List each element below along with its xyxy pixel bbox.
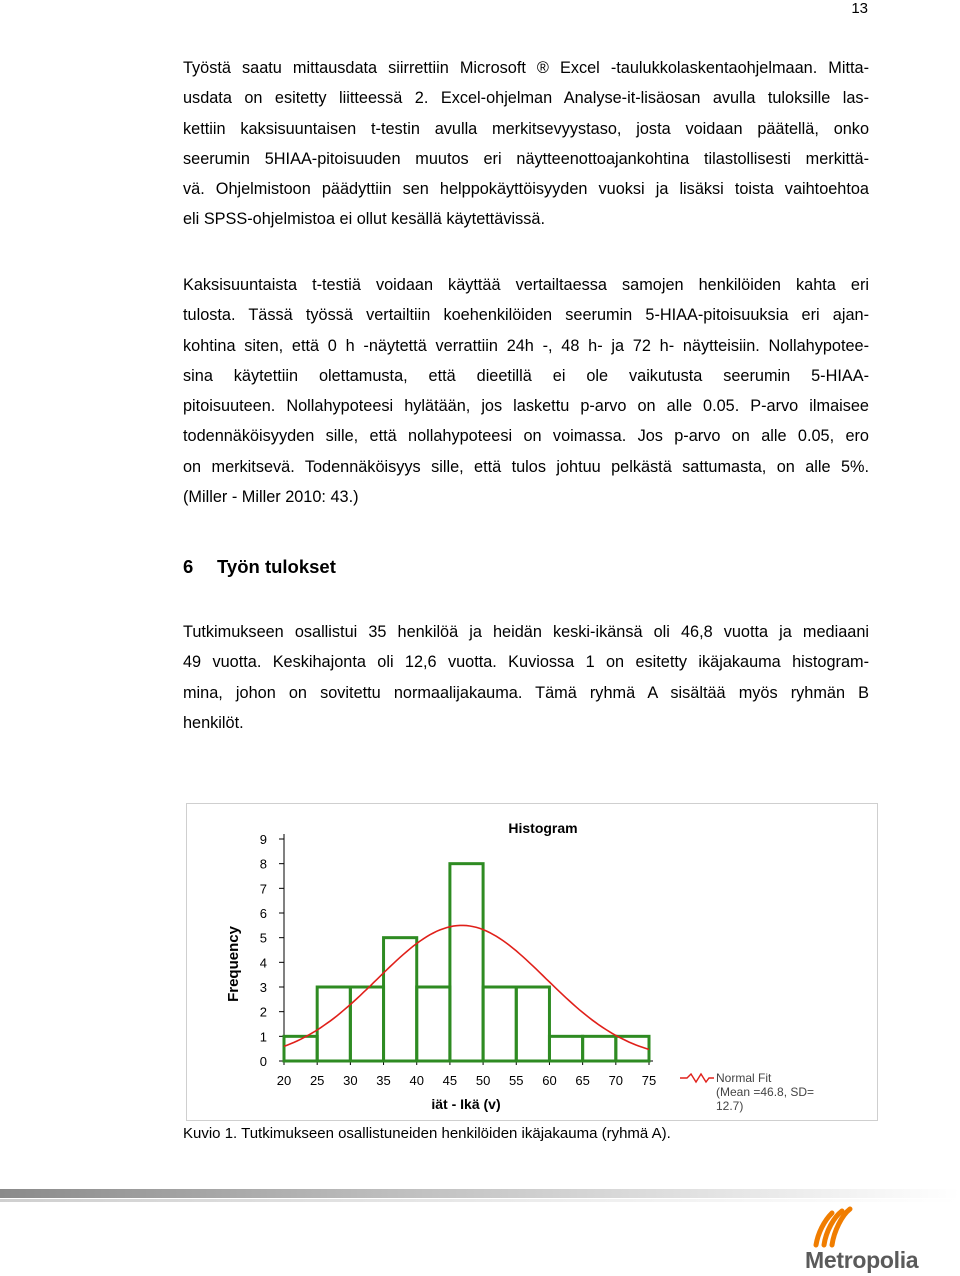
histogram-bar xyxy=(516,987,549,1061)
x-tick-label: 30 xyxy=(343,1073,358,1088)
text-line: usdata on esitetty liitteessä 2. Excel-ohjelman Analyse-it-lisäosan avulla tuloksille las- xyxy=(183,89,869,108)
histogram-bar xyxy=(549,1036,582,1061)
x-tick-label: 35 xyxy=(376,1073,391,1088)
text-line: pitoisuuteen. Nollahypoteesi hylätään, jos laskettu p-arvo on alle 0.05. P-arvo ilmaisee xyxy=(183,397,869,416)
text-line: eli SPSS-ohjelmistoa ei ollut kesällä käytettävissä. xyxy=(183,210,545,229)
histogram-bar xyxy=(483,987,516,1061)
y-tick-label: 6 xyxy=(259,906,267,921)
text-line: todennäköisyyden sille, että nollahypoteesi on voimassa. Jos p-arvo on alle 0.05, ero xyxy=(183,427,869,446)
figure-caption: Kuvio 1. Tutkimukseen osallistuneiden henkilöiden ikäjakauma (ryhmä A). xyxy=(183,1125,671,1142)
legend-swatch xyxy=(680,1074,714,1082)
text-line: Kaksisuuntaista t-testiä voidaan käyttää vertailtaessa samojen henkilöiden kahta eri xyxy=(183,276,869,294)
y-tick-label: 1 xyxy=(259,1029,267,1045)
y-tick-label: 7 xyxy=(259,881,267,897)
section-title: Työn tulokset xyxy=(217,556,336,577)
text-line: kohtina siten, että 0 h -näytettä verrattiin 24h -, 48 h- ja 72 h- näytteisiin. Nollahypotee- xyxy=(183,336,869,355)
x-tick-label: 55 xyxy=(509,1073,524,1088)
histogram-bar xyxy=(350,987,383,1061)
histogram-bar xyxy=(450,864,483,1061)
y-tick-label: 8 xyxy=(259,856,267,872)
x-tick-label: 75 xyxy=(641,1073,657,1088)
text-line: Työstä saatu mittausdata siirrettiin Microsoft ® Excel -taulukkolaskentaohjelmaan. Mitta- xyxy=(183,59,869,77)
histogram-bar xyxy=(384,938,417,1061)
text-line: 49 vuotta. Keskihajonta oli 12,6 vuotta. Kuviossa 1 on esitetty ikäjakauma histogram- xyxy=(183,653,869,672)
paragraph-results xyxy=(183,617,869,738)
histogram-bar xyxy=(317,987,350,1061)
x-tick-label: 20 xyxy=(276,1073,292,1088)
paragraph-method xyxy=(183,53,869,235)
legend-text: (Mean =46.8, SD= xyxy=(716,1085,815,1099)
y-tick-label: 3 xyxy=(259,980,267,995)
legend-text: 12.7) xyxy=(716,1099,744,1113)
y-tick-label: 9 xyxy=(259,832,267,847)
histogram-bar xyxy=(583,1036,616,1061)
text-line: tulosta. Tässä työssä vertailtiin koehenkilöiden seerumin 5-HIAA-pitoisuuksia eri ajan- xyxy=(183,306,869,325)
text-line: vä. Ohjelmistoon päädyttiin sen helppokäyttöisyyden vuoksi ja lisäksi toista vaihtoehtoa xyxy=(183,180,869,199)
x-axis-label: iät - Ikä (v) xyxy=(431,1096,501,1112)
x-tick-label: 60 xyxy=(542,1073,557,1088)
logo-text: Metropolia xyxy=(805,1247,919,1273)
x-tick-label: 40 xyxy=(409,1073,424,1088)
text-line: mina, johon on sovitettu normaalijakauma. Tämä ryhmä A sisältää myös ryhmän B xyxy=(183,683,869,702)
y-tick-label: 2 xyxy=(259,1004,267,1020)
paragraph-t-test xyxy=(183,270,869,512)
text-line: henkilöt. xyxy=(183,713,244,732)
y-tick-label: 0 xyxy=(259,1054,267,1069)
legend-text: Normal Fit xyxy=(716,1071,772,1085)
text-line: seerumin 5HIAA-pitoisuuden muutos eri näytteenottoajankohtina tilastollisesti merkittä- xyxy=(183,149,869,168)
text-line: kettiin kaksisuuntaisen t-testin avulla merkitsevyystaso, josta voidaan päätellä, onko xyxy=(183,119,869,138)
text-line: on merkitsevä. Todennäköisyys sille, että tulos johtuu pelkästä sattumasta, on alle 5%. xyxy=(183,457,869,476)
text-line: Tutkimukseen osallistui 35 henkilöä ja heidän keski-ikänsä oli 46,8 vuotta ja mediaani xyxy=(183,623,869,641)
chart-title: Histogram xyxy=(508,820,578,836)
footer-bar xyxy=(0,1189,960,1198)
x-tick-label: 25 xyxy=(309,1073,325,1088)
x-tick-label: 65 xyxy=(575,1073,590,1088)
x-tick-label: 45 xyxy=(442,1073,458,1088)
page-number: 13 xyxy=(851,0,868,17)
histogram-bar xyxy=(417,987,450,1061)
text-line: sina käytettiin olettamusta, että dieetillä ei ole vaikutusta seerumin 5-HIAA- xyxy=(183,366,869,385)
x-tick-label: 50 xyxy=(475,1073,491,1088)
section-number: 6 xyxy=(183,556,194,577)
y-tick-label: 4 xyxy=(259,955,267,971)
y-tick-label: 5 xyxy=(259,930,267,946)
footer-bar-thin xyxy=(0,1199,960,1202)
text-line: (Miller - Miller 2010: 43.) xyxy=(183,488,359,507)
section-heading xyxy=(183,556,336,578)
x-tick-label: 70 xyxy=(608,1073,624,1088)
y-axis-label: Frequency xyxy=(225,926,242,1002)
figure-histogram xyxy=(186,803,878,1121)
histogram-chart xyxy=(187,804,877,1120)
